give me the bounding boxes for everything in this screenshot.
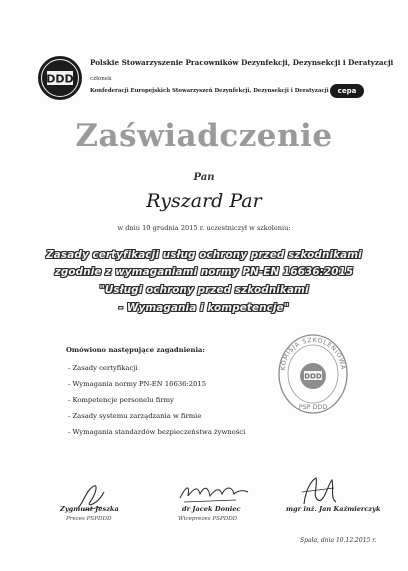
salutation: Pan bbox=[193, 172, 215, 183]
signatory-name: dr Jacek Doniec bbox=[182, 505, 241, 513]
stamp-bottom-text: PSP DDD bbox=[298, 403, 328, 411]
recipient-name: Ryszard Par bbox=[146, 190, 262, 212]
association-logo-icon bbox=[36, 54, 84, 102]
member-label: członek bbox=[90, 76, 112, 82]
topic-item: - Kompetencje personelu firmy bbox=[68, 396, 174, 404]
course-title-line: "Usługi ochrony przed szkodnikami bbox=[99, 284, 309, 296]
confederation-name: Konfederacji Europejskich Stowarzyszeń Dezynfekcji, Dezynsekcji i Deratyzacji bbox=[90, 88, 329, 94]
course-title-line: Zasady certyfikacji usług ochrony przed szkodnikami bbox=[46, 249, 362, 261]
signatory-role: Prezes PSPDDD bbox=[66, 516, 112, 522]
topic-item: - Zasady certyfikacji bbox=[68, 364, 138, 372]
stamp-center-text: DDD bbox=[304, 372, 322, 381]
topics-heading: Omówiono następujące zagadnienia: bbox=[66, 346, 205, 354]
logo-text: DDD bbox=[46, 72, 74, 86]
stamp-top-text: KOMISJA SZKOLENIOWA bbox=[279, 336, 347, 371]
attendance-date-line: w dniu 10 grudnia 2015 r. uczestniczył w szkoleniu: bbox=[117, 224, 291, 232]
signatory-name: mgr inż. Jan Kaźmierczyk bbox=[286, 505, 381, 513]
signature-doniec-icon bbox=[176, 480, 250, 506]
signatory-name: Zygmunt Jeszka bbox=[60, 505, 119, 513]
topic-item: - Zasady systemu zarządzania w firmie bbox=[68, 412, 202, 420]
signatory-role: Wiceprezes PSPDDD bbox=[178, 516, 238, 522]
training-commission-stamp-icon bbox=[276, 330, 350, 416]
course-title-line: - Wymagania i kompetencje" bbox=[118, 302, 290, 314]
certificate-title: Zaświadczenie bbox=[75, 118, 333, 154]
topic-item: - Wymagania normy PN-EN 16636:2015 bbox=[68, 380, 207, 388]
topic-item: - Wymagania standardów bezpieczeństwa żywności bbox=[68, 428, 246, 436]
cepa-logo: cepa bbox=[330, 84, 364, 98]
course-title-line: zgodnie z wymaganiami normy PN-EN 16636:2015 bbox=[54, 266, 354, 278]
place-and-date: Spała, dnia 10.12.2015 r. bbox=[300, 537, 377, 544]
org-name: Polskie Stowarzyszenie Pracowników Dezynfekcji, Dezynsekcji i Deratyzacji bbox=[90, 58, 394, 67]
